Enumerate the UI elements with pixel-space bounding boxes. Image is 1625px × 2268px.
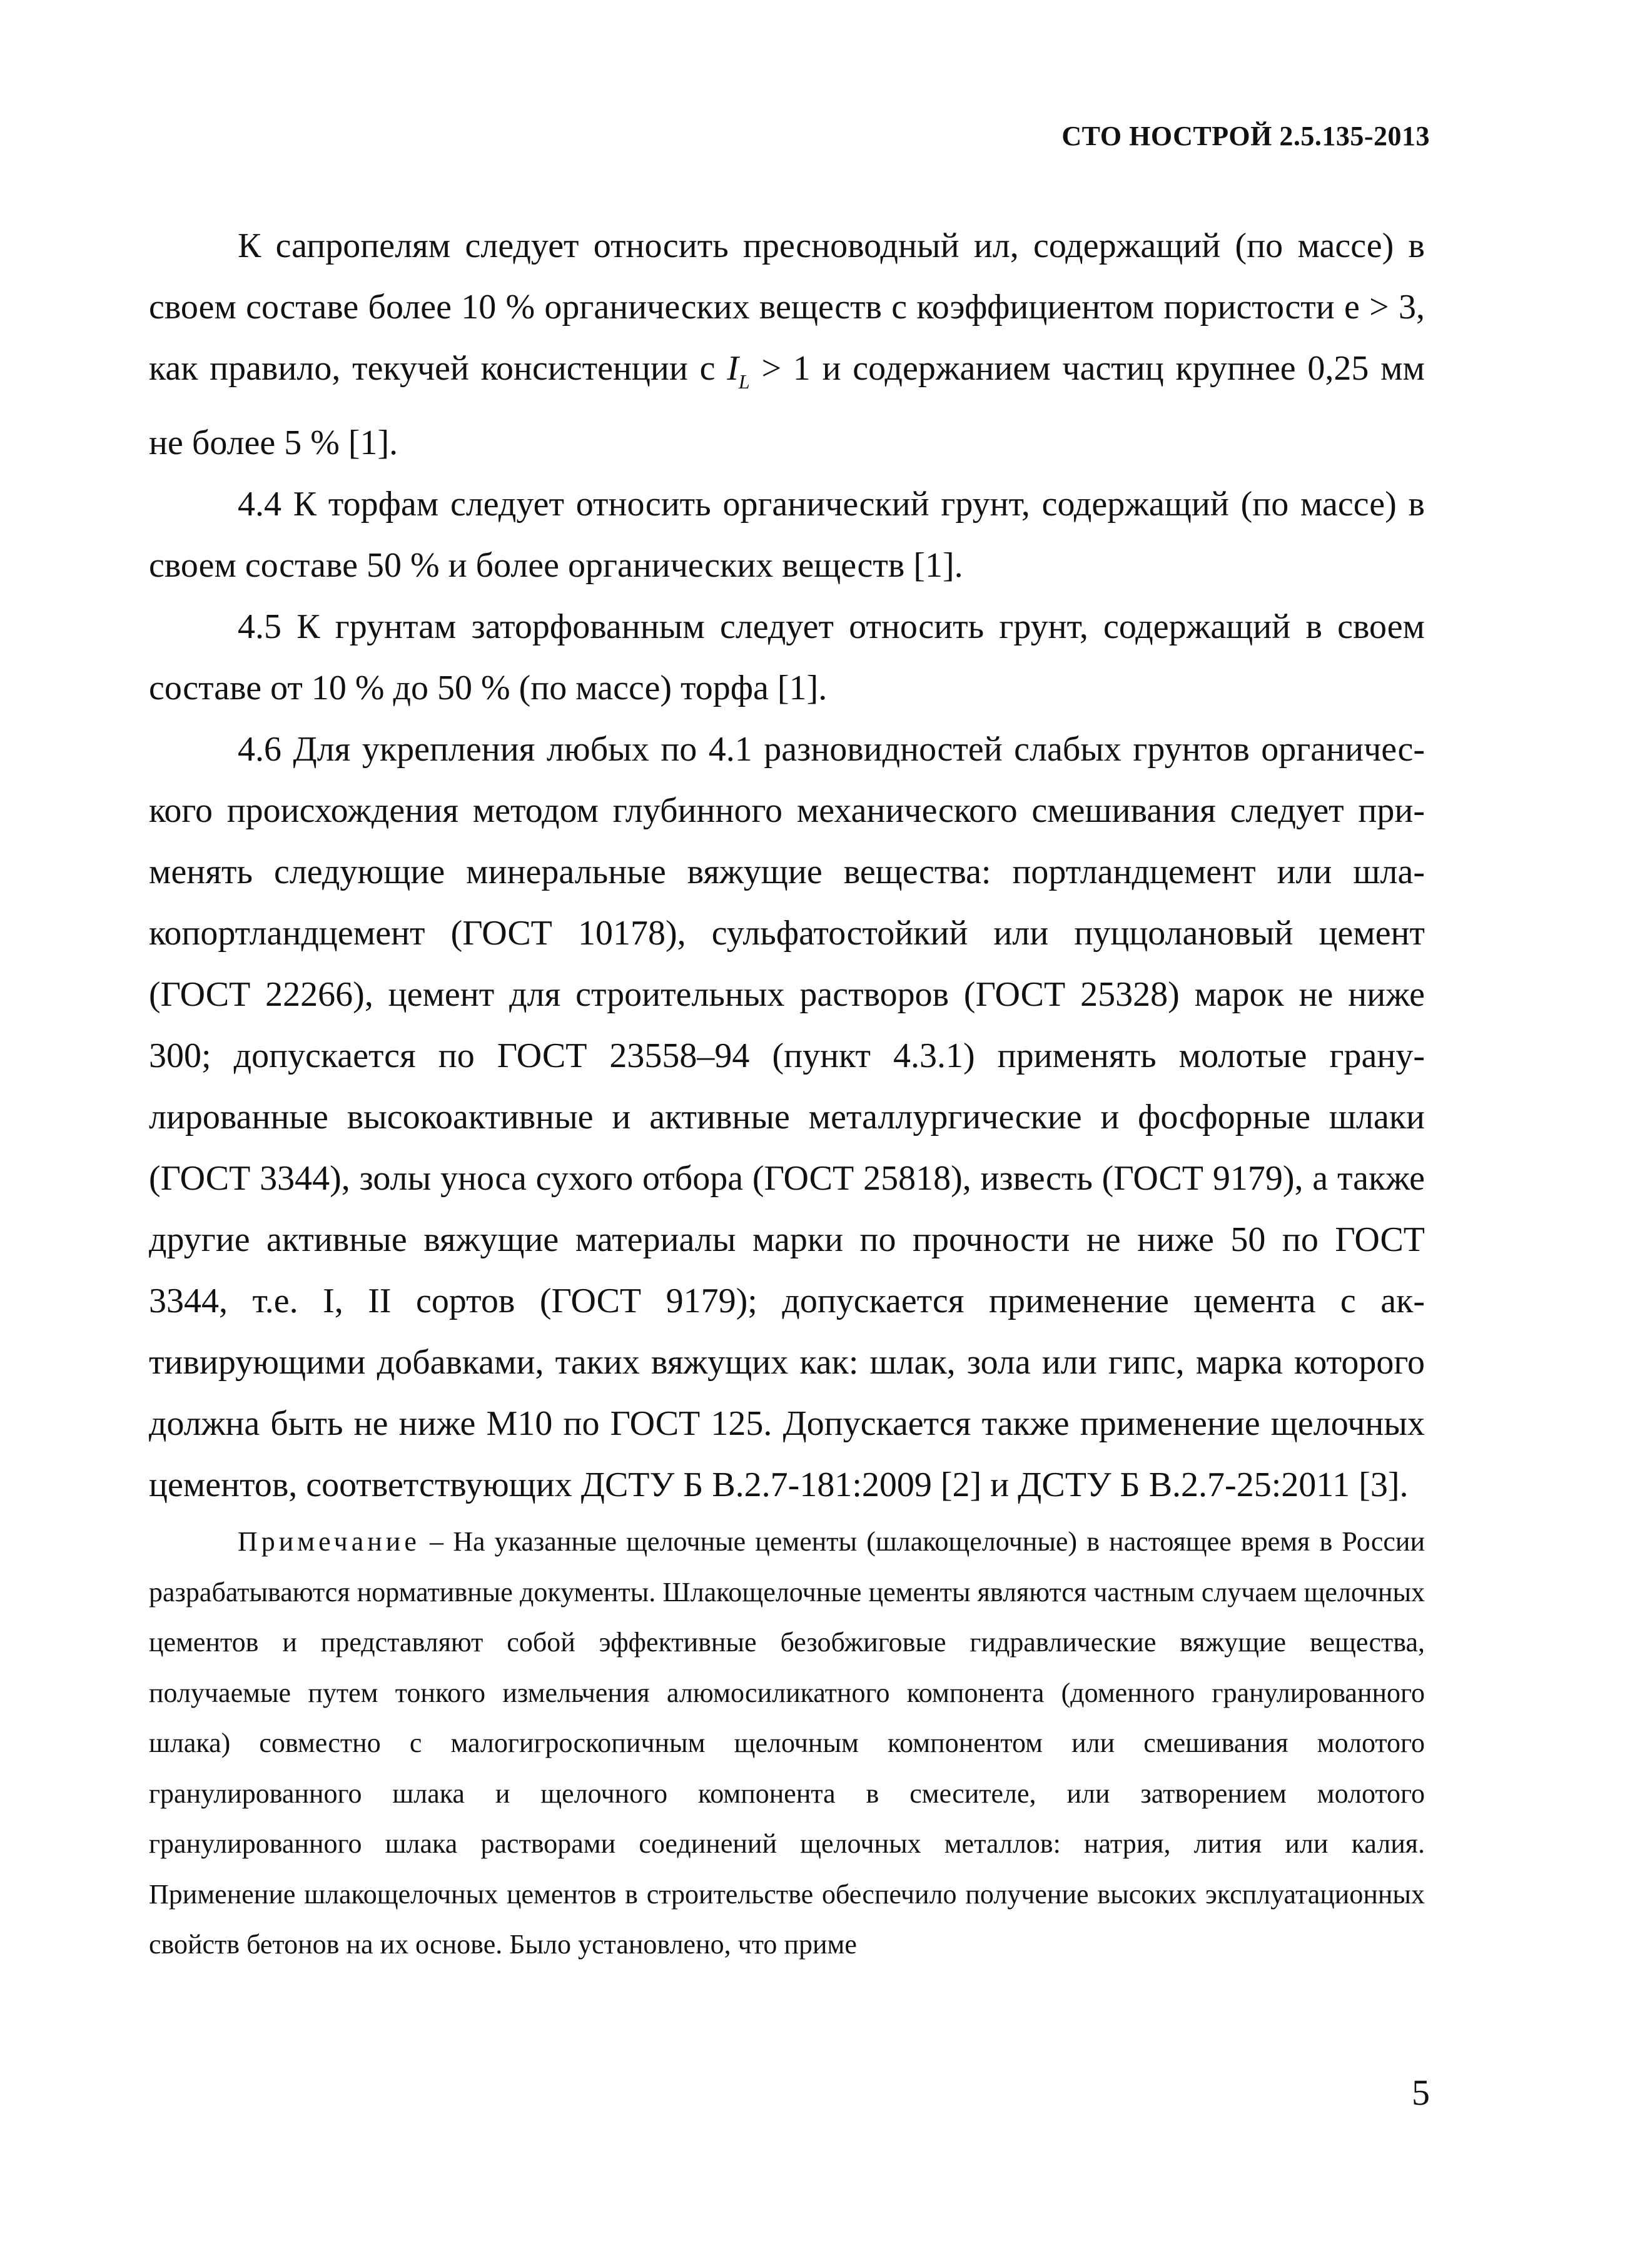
note-paragraph <box>149 1517 1425 1970</box>
paragraph-4-4-peat: 4.4 К торфам следует относить органический грунт, содержащий (по массе) в своем составе 50 % и более органических веществ [1]. <box>149 485 1425 585</box>
note-text: – На указанные щелочные цементы (шлакощелочные) в настоящее время в России разрабатываются нормативные документы. Шлакощелочные цементы являются частным случаем щелочных цементов и представляют собой эффективные безобжиговые гидравлические вяжущие вещества, получаемые путем тонкого измельчения алюмосиликатного компонента (доменного гранулированного шлака) совместно с малогигроскопичным щелочным компонентом или смешивания молотого гранулированного шлака и щелочного компонента в смесителе, или затворением молотого гранулированного шлака растворами соединений щелочных металлов: натрия, лития или калия. Применение шлакощелочных цементов в строительстве обеспечило получение высоких эксплуатационных свойств бетонов на их основе. Было установлено, что приме <box>149 1526 1425 1960</box>
document-header-code: СТО НОСТРОЙ 2.5.135-2013 <box>1061 121 1430 151</box>
document-body <box>149 215 1425 1970</box>
paragraph-4-6-binders: 4.6 Для укрепления любых по 4.1 разновидностей слабых грунтов органического происхождения методом глубинного механического смешивания следует применять следующие минеральные вяжущие вещества: портландцемент или шлакопортландцемент (ГОСТ 10178), сульфатостойкий или пуццолановый цемент (ГОСТ 22266), цемент для строительных растворов (ГОСТ 25328) марок не ниже 300; допускается по ГОСТ 23558–94 (пункт 4.3.1) применять молотые гранулированные высокоактивные и активные металлургические и фосфорные шлаки (ГОСТ 3344), золы уноса сухого отбора (ГОСТ 25818), известь (ГОСТ 9179), а также другие активные вяжущие материалы марки по прочности не ниже 50 по ГОСТ 3344, т.е. I, II сортов (ГОСТ 9179); допускается применение цемента с активирующими добавками, таких вяжущих как: шлак, зола или гипс, марка которого должна быть не ниже М10 по ГОСТ 125. Допускается также применение щелочных цементов, соответствующих ДСТУ Б В.2.7-181:2009 [2] и ДСТУ Б В.2.7-25:2011 [3]. <box>149 730 1425 1504</box>
note-label: Примечание <box>238 1526 420 1557</box>
paragraph-sapropels <box>149 215 1425 473</box>
liquidity-index-symbol: $I_L$ <box>727 349 750 393</box>
page-number: 5 <box>1412 2072 1430 2113</box>
paragraph-sapropels-text-b: > 1 и содержанием частиц крупнее 0,25 мм не более 5 % [1]. <box>149 349 1425 462</box>
paragraph-sapropels-text-a: К сапропелям следует относить пресноводный ил, содержащий (по массе) в своем составе более 10 % органических веществ с коэффициентом пористости е > 3, как правило, текучей консистенции с <box>149 226 1425 388</box>
paragraph-4-5-peaty-soils: 4.5 К грунтам заторфованным следует относить грунт, содержащий в своем составе от 10 % до 50 % (по массе) торфа [1]. <box>149 607 1425 707</box>
